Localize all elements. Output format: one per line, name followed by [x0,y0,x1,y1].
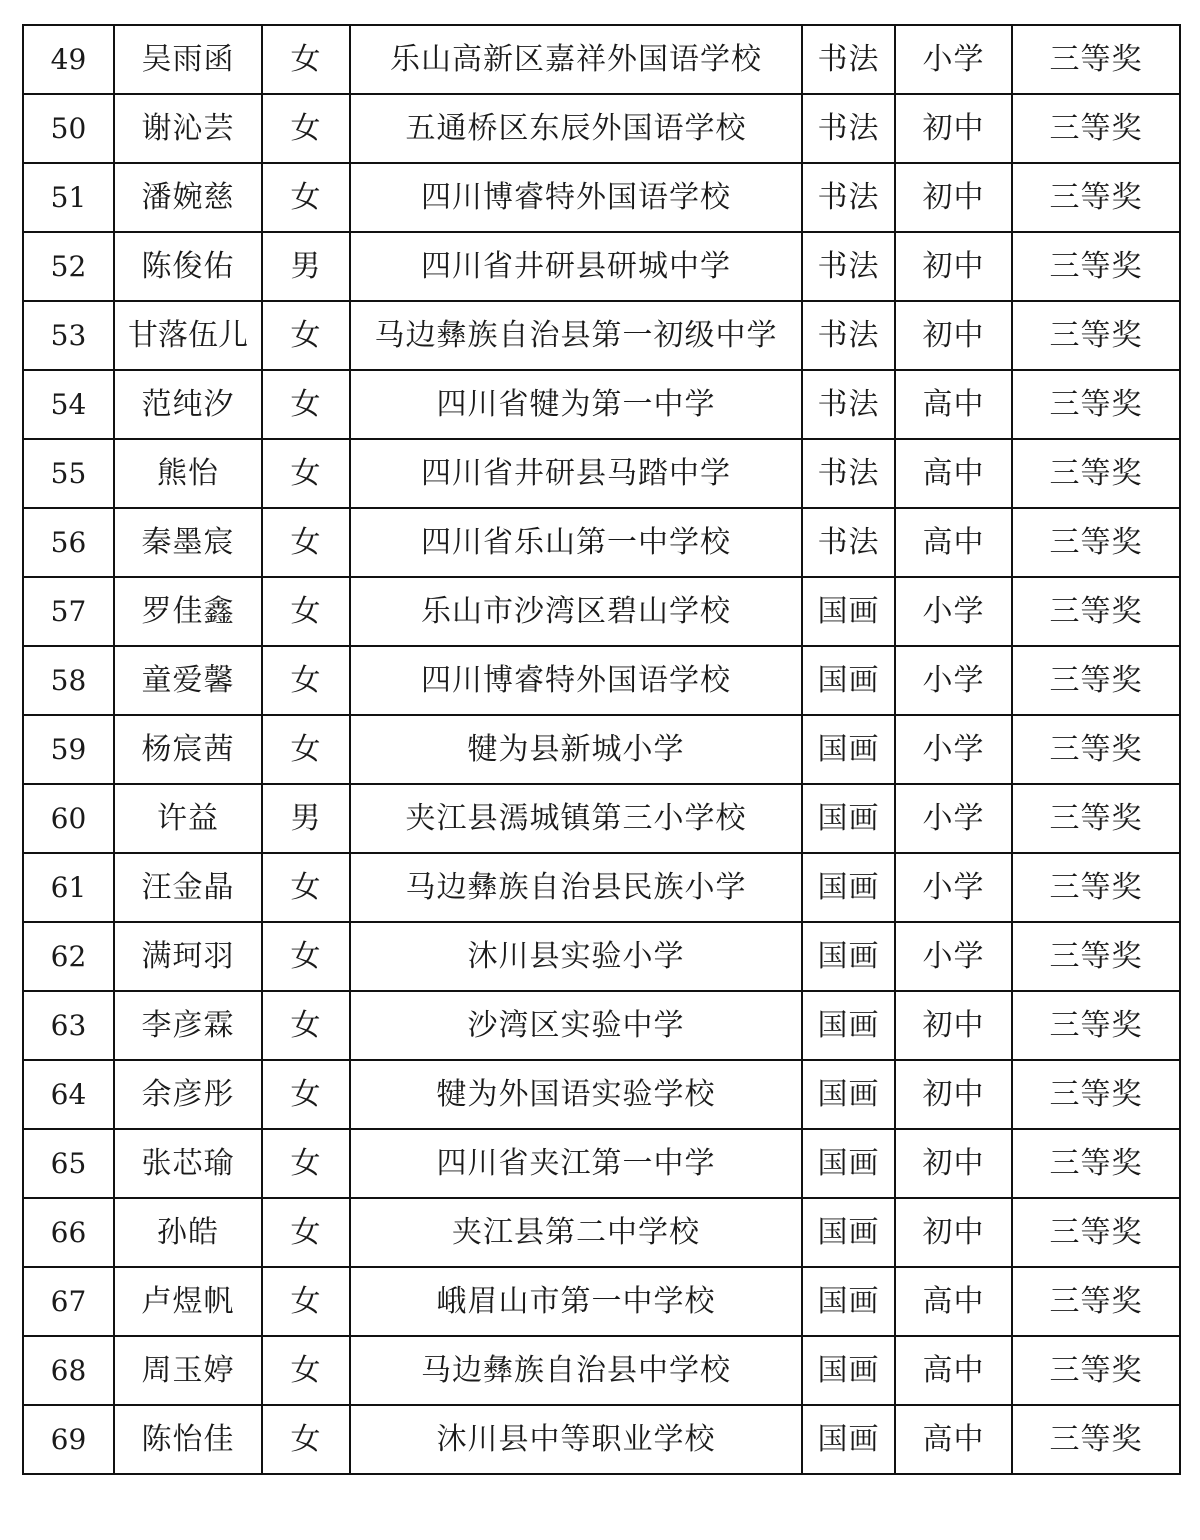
entry-number-cell: 64 [23,1060,114,1129]
student-name-cell: 吴雨函 [114,25,262,94]
art-category-cell: 国画 [802,715,895,784]
school-level-cell: 高中 [895,439,1012,508]
award-grade-cell: 三等奖 [1012,439,1180,508]
school-name-cell: 夹江县第二中学校 [350,1198,802,1267]
student-gender-cell: 男 [262,232,350,301]
school-name-cell: 四川省犍为第一中学 [350,370,802,439]
school-name-cell: 四川省乐山第一中学校 [350,508,802,577]
art-category-cell: 国画 [802,784,895,853]
school-level-cell: 高中 [895,370,1012,439]
student-gender-cell: 男 [262,784,350,853]
entry-number-cell: 60 [23,784,114,853]
art-category-cell: 国画 [802,1267,895,1336]
entry-number-cell: 57 [23,577,114,646]
student-gender-cell: 女 [262,1405,350,1474]
table-row [23,301,1180,370]
entry-number-cell: 61 [23,853,114,922]
art-category-cell: 书法 [802,232,895,301]
student-gender-cell: 女 [262,715,350,784]
school-level-cell: 小学 [895,577,1012,646]
award-grade-cell: 三等奖 [1012,232,1180,301]
award-grade-cell: 三等奖 [1012,1129,1180,1198]
entry-number-cell: 54 [23,370,114,439]
entry-number-cell: 56 [23,508,114,577]
art-category-cell: 国画 [802,853,895,922]
school-name-cell: 四川省井研县研城中学 [350,232,802,301]
student-gender-cell: 女 [262,1198,350,1267]
table-row [23,991,1180,1060]
entry-number-cell: 65 [23,1129,114,1198]
entry-number-cell: 63 [23,991,114,1060]
student-gender-cell: 女 [262,163,350,232]
award-grade-cell: 三等奖 [1012,94,1180,163]
school-name-cell: 五通桥区东辰外国语学校 [350,94,802,163]
school-name-cell: 峨眉山市第一中学校 [350,1267,802,1336]
award-grade-cell: 三等奖 [1012,784,1180,853]
entry-number-cell: 62 [23,922,114,991]
entry-number-cell: 66 [23,1198,114,1267]
award-list-body [23,25,1180,1474]
school-name-cell: 夹江县漹城镇第三小学校 [350,784,802,853]
school-level-cell: 初中 [895,991,1012,1060]
school-level-cell: 小学 [895,715,1012,784]
student-gender-cell: 女 [262,94,350,163]
entry-number-cell: 51 [23,163,114,232]
entry-number-cell: 49 [23,25,114,94]
student-gender-cell: 女 [262,577,350,646]
school-level-cell: 初中 [895,94,1012,163]
school-level-cell: 初中 [895,301,1012,370]
art-category-cell: 书法 [802,25,895,94]
award-list-table [22,24,1181,1475]
entry-number-cell: 59 [23,715,114,784]
table-row [23,1060,1180,1129]
award-grade-cell: 三等奖 [1012,25,1180,94]
school-level-cell: 初中 [895,163,1012,232]
student-name-cell: 童爱馨 [114,646,262,715]
award-grade-cell: 三等奖 [1012,163,1180,232]
student-gender-cell: 女 [262,991,350,1060]
art-category-cell: 国画 [802,646,895,715]
table-row [23,94,1180,163]
entry-number-cell: 55 [23,439,114,508]
student-name-cell: 潘婉慈 [114,163,262,232]
student-name-cell: 周玉婷 [114,1336,262,1405]
student-name-cell: 孙皓 [114,1198,262,1267]
award-grade-cell: 三等奖 [1012,715,1180,784]
student-name-cell: 杨宸茜 [114,715,262,784]
award-grade-cell: 三等奖 [1012,508,1180,577]
art-category-cell: 书法 [802,301,895,370]
award-grade-cell: 三等奖 [1012,1198,1180,1267]
award-grade-cell: 三等奖 [1012,577,1180,646]
school-level-cell: 小学 [895,784,1012,853]
award-grade-cell: 三等奖 [1012,1405,1180,1474]
school-level-cell: 初中 [895,1198,1012,1267]
art-category-cell: 书法 [802,94,895,163]
school-level-cell: 初中 [895,1060,1012,1129]
student-gender-cell: 女 [262,1129,350,1198]
art-category-cell: 国画 [802,1198,895,1267]
entry-number-cell: 52 [23,232,114,301]
art-category-cell: 书法 [802,370,895,439]
school-name-cell: 四川博睿特外国语学校 [350,163,802,232]
school-level-cell: 高中 [895,1336,1012,1405]
school-name-cell: 沙湾区实验中学 [350,991,802,1060]
school-name-cell: 沐川县中等职业学校 [350,1405,802,1474]
student-gender-cell: 女 [262,922,350,991]
student-name-cell: 陈怡佳 [114,1405,262,1474]
entry-number-cell: 68 [23,1336,114,1405]
student-name-cell: 甘落伍儿 [114,301,262,370]
student-name-cell: 李彦霖 [114,991,262,1060]
table-row [23,25,1180,94]
student-gender-cell: 女 [262,1267,350,1336]
student-name-cell: 熊怡 [114,439,262,508]
student-gender-cell: 女 [262,1060,350,1129]
table-row [23,922,1180,991]
student-name-cell: 罗佳鑫 [114,577,262,646]
student-gender-cell: 女 [262,1336,350,1405]
school-level-cell: 高中 [895,1267,1012,1336]
award-grade-cell: 三等奖 [1012,1060,1180,1129]
art-category-cell: 书法 [802,508,895,577]
award-grade-cell: 三等奖 [1012,922,1180,991]
table-row [23,508,1180,577]
art-category-cell: 书法 [802,163,895,232]
table-row [23,577,1180,646]
entry-number-cell: 50 [23,94,114,163]
art-category-cell: 国画 [802,577,895,646]
entry-number-cell: 53 [23,301,114,370]
school-level-cell: 初中 [895,232,1012,301]
student-name-cell: 陈俊佑 [114,232,262,301]
table-row [23,1198,1180,1267]
school-level-cell: 小学 [895,922,1012,991]
table-row [23,853,1180,922]
school-level-cell: 高中 [895,1405,1012,1474]
school-name-cell: 犍为外国语实验学校 [350,1060,802,1129]
art-category-cell: 国画 [802,1129,895,1198]
student-name-cell: 汪金晶 [114,853,262,922]
student-gender-cell: 女 [262,508,350,577]
school-name-cell: 马边彝族自治县中学校 [350,1336,802,1405]
art-category-cell: 国画 [802,1336,895,1405]
table-row [23,439,1180,508]
student-name-cell: 余彦彤 [114,1060,262,1129]
school-level-cell: 小学 [895,646,1012,715]
art-category-cell: 国画 [802,922,895,991]
student-name-cell: 范纯汐 [114,370,262,439]
table-row [23,1336,1180,1405]
school-level-cell: 高中 [895,508,1012,577]
student-gender-cell: 女 [262,646,350,715]
school-level-cell: 初中 [895,1129,1012,1198]
school-level-cell: 小学 [895,853,1012,922]
table-row [23,646,1180,715]
award-grade-cell: 三等奖 [1012,991,1180,1060]
art-category-cell: 国画 [802,1060,895,1129]
school-name-cell: 犍为县新城小学 [350,715,802,784]
entry-number-cell: 67 [23,1267,114,1336]
table-row [23,370,1180,439]
student-gender-cell: 女 [262,853,350,922]
school-name-cell: 乐山市沙湾区碧山学校 [350,577,802,646]
entry-number-cell: 69 [23,1405,114,1474]
school-name-cell: 四川省夹江第一中学 [350,1129,802,1198]
award-grade-cell: 三等奖 [1012,853,1180,922]
school-name-cell: 四川博睿特外国语学校 [350,646,802,715]
school-level-cell: 小学 [895,25,1012,94]
award-grade-cell: 三等奖 [1012,370,1180,439]
award-grade-cell: 三等奖 [1012,1267,1180,1336]
award-list-sheet [22,24,1179,1475]
table-row [23,163,1180,232]
student-gender-cell: 女 [262,25,350,94]
student-name-cell: 卢煜帆 [114,1267,262,1336]
student-name-cell: 张芯瑜 [114,1129,262,1198]
school-name-cell: 马边彝族自治县第一初级中学 [350,301,802,370]
art-category-cell: 书法 [802,439,895,508]
award-grade-cell: 三等奖 [1012,646,1180,715]
school-name-cell: 乐山高新区嘉祥外国语学校 [350,25,802,94]
student-name-cell: 谢沁芸 [114,94,262,163]
award-grade-cell: 三等奖 [1012,1336,1180,1405]
table-row [23,715,1180,784]
art-category-cell: 国画 [802,991,895,1060]
table-row [23,232,1180,301]
school-name-cell: 四川省井研县马踏中学 [350,439,802,508]
school-name-cell: 马边彝族自治县民族小学 [350,853,802,922]
table-row [23,784,1180,853]
student-gender-cell: 女 [262,370,350,439]
student-gender-cell: 女 [262,301,350,370]
award-grade-cell: 三等奖 [1012,301,1180,370]
school-name-cell: 沐川县实验小学 [350,922,802,991]
table-row [23,1129,1180,1198]
table-row [23,1267,1180,1336]
entry-number-cell: 58 [23,646,114,715]
student-name-cell: 许益 [114,784,262,853]
student-gender-cell: 女 [262,439,350,508]
student-name-cell: 满珂羽 [114,922,262,991]
student-name-cell: 秦墨宸 [114,508,262,577]
table-row [23,1405,1180,1474]
art-category-cell: 国画 [802,1405,895,1474]
